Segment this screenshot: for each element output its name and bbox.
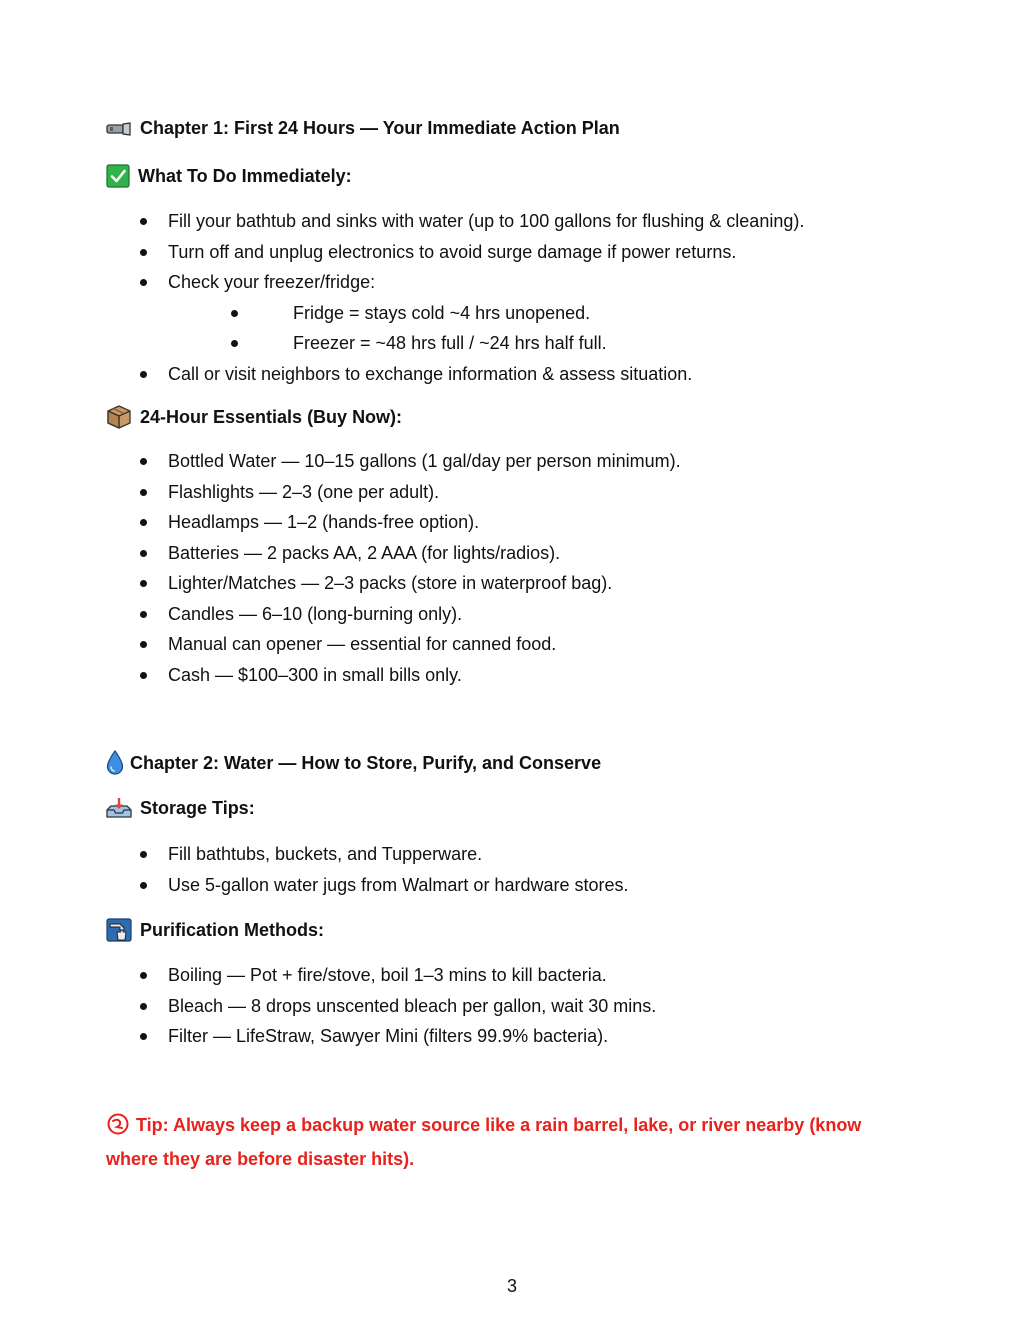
tip-text: Tip: Always keep a backup water source like a rain barrel, lake, or river nearby (know where they are before disaster hits). — [106, 1115, 862, 1169]
essentials-heading-text: 24-Hour Essentials (Buy Now): — [140, 406, 403, 427]
bullet-dot — [140, 458, 147, 465]
bullet-dot — [140, 218, 147, 225]
water-drop-icon — [106, 750, 124, 776]
purification-heading-text: Purification Methods: — [140, 919, 324, 940]
list-item: Use 5-gallon water jugs from Walmart or hardware stores. — [0, 870, 629, 901]
bullet-dot — [140, 489, 147, 496]
bullet-dot — [140, 1003, 147, 1010]
list-item: Fill your bathtub and sinks with water (up to 100 gallons for flushing & cleaning). — [0, 206, 804, 237]
list-item: Lighter/Matches — 2–3 packs (store in waterproof bag). — [0, 568, 681, 599]
tip-callout — [106, 1110, 896, 1174]
bullet-dot — [140, 672, 147, 679]
storage-heading-text: Storage Tips: — [140, 797, 255, 818]
chapter2-title — [106, 750, 601, 776]
bullet-dot — [140, 371, 147, 378]
immediate-heading — [106, 164, 352, 188]
bullet-dot — [140, 1033, 147, 1040]
page-number: 3 — [506, 1276, 517, 1296]
storage-list — [0, 839, 629, 900]
sub-list-item: Freezer = ~48 hrs full / ~24 hrs half full. — [0, 328, 804, 359]
bullet-dot — [140, 519, 147, 526]
immediate-heading-text: What To Do Immediately: — [138, 165, 352, 186]
flashlight-icon — [106, 122, 132, 136]
bullet-dot — [231, 340, 238, 347]
bullet-dot — [140, 611, 147, 618]
list-item: Filter — LifeStraw, Sawyer Mini (filters 99.9% bacteria). — [0, 1021, 656, 1052]
chapter1-title — [106, 118, 620, 139]
essentials-heading — [106, 404, 402, 430]
check-box-icon — [106, 164, 130, 188]
list-item: Check your freezer/fridge: — [0, 267, 804, 298]
list-item: Manual can opener — essential for canned food. — [0, 629, 681, 660]
tip-badge-icon — [106, 1113, 130, 1144]
chapter2-title-text: Chapter 2: Water — How to Store, Purify, and Conserve — [130, 752, 602, 773]
list-item: Batteries — 2 packs AA, 2 AAA (for lights/radios). — [0, 538, 681, 569]
purification-list — [0, 960, 656, 1052]
sub-list-item: Fridge = stays cold ~4 hrs unopened. — [0, 298, 804, 329]
list-item: Bleach — 8 drops unscented bleach per gallon, wait 30 mins. — [0, 991, 656, 1022]
bullet-dot — [140, 580, 147, 587]
bullet-dot — [140, 249, 147, 256]
list-item: Fill bathtubs, buckets, and Tupperware. — [0, 839, 629, 870]
essentials-list — [0, 446, 681, 690]
potable-water-icon — [106, 918, 132, 942]
bullet-dot — [140, 851, 147, 858]
bullet-dot — [140, 882, 147, 889]
list-item: Bottled Water — 10–15 gallons (1 gal/day per person minimum). — [0, 446, 681, 477]
bullet-dot — [231, 310, 238, 317]
bullet-dot — [140, 641, 147, 648]
list-item: Turn off and unplug electronics to avoid surge damage if power returns. — [0, 237, 804, 268]
list-item: Call or visit neighbors to exchange information & assess situation. — [0, 359, 804, 390]
list-item: Headlamps — 1–2 (hands-free option). — [0, 507, 681, 538]
bullet-dot — [140, 550, 147, 557]
storage-heading — [106, 797, 255, 819]
inbox-tray-icon — [106, 797, 132, 819]
bullet-dot — [140, 279, 147, 286]
list-item: Candles — 6–10 (long-burning only). — [0, 599, 681, 630]
immediate-list — [0, 206, 804, 389]
package-icon — [106, 404, 132, 430]
bullet-dot — [140, 972, 147, 979]
list-item: Flashlights — 2–3 (one per adult). — [0, 477, 681, 508]
list-item: Cash — $100–300 in small bills only. — [0, 660, 681, 691]
purification-heading — [106, 918, 324, 942]
chapter1-title-text: Chapter 1: First 24 Hours — Your Immediate Action Plan — [140, 118, 620, 138]
list-item: Boiling — Pot + fire/stove, boil 1–3 mins to kill bacteria. — [0, 960, 656, 991]
